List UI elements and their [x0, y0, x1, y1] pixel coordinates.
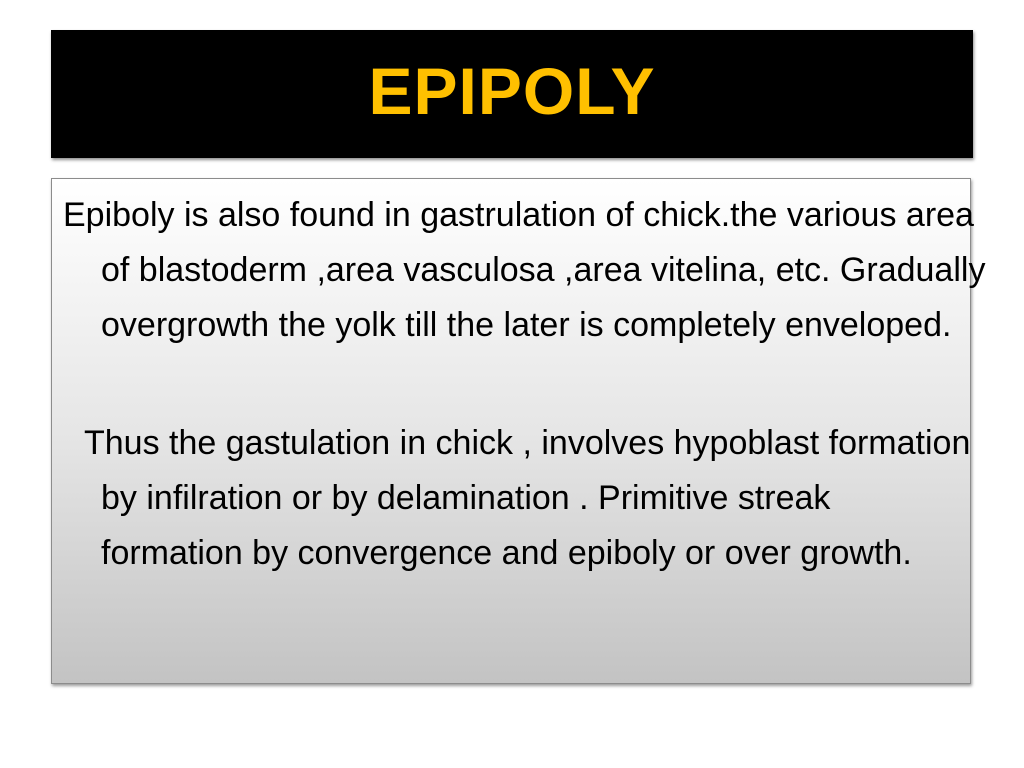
title-bar: [51, 30, 973, 158]
slide-title: EPIPOLY: [368, 54, 656, 128]
body-paragraph-2: Thus the gastulation in chick , involves hypoblast formation by infilration or by delamination . Primitive streak formation by convergence and epiboly or over growth.: [84, 424, 971, 572]
content-box: [51, 178, 986, 684]
body-paragraph-1: Epiboly is also found in gastrulation of chick.the various area of blastoderm ,area vasculosa ,area vitelina, etc. Gradually overgrowth the yolk till the later is completely enveloped.: [63, 196, 986, 344]
